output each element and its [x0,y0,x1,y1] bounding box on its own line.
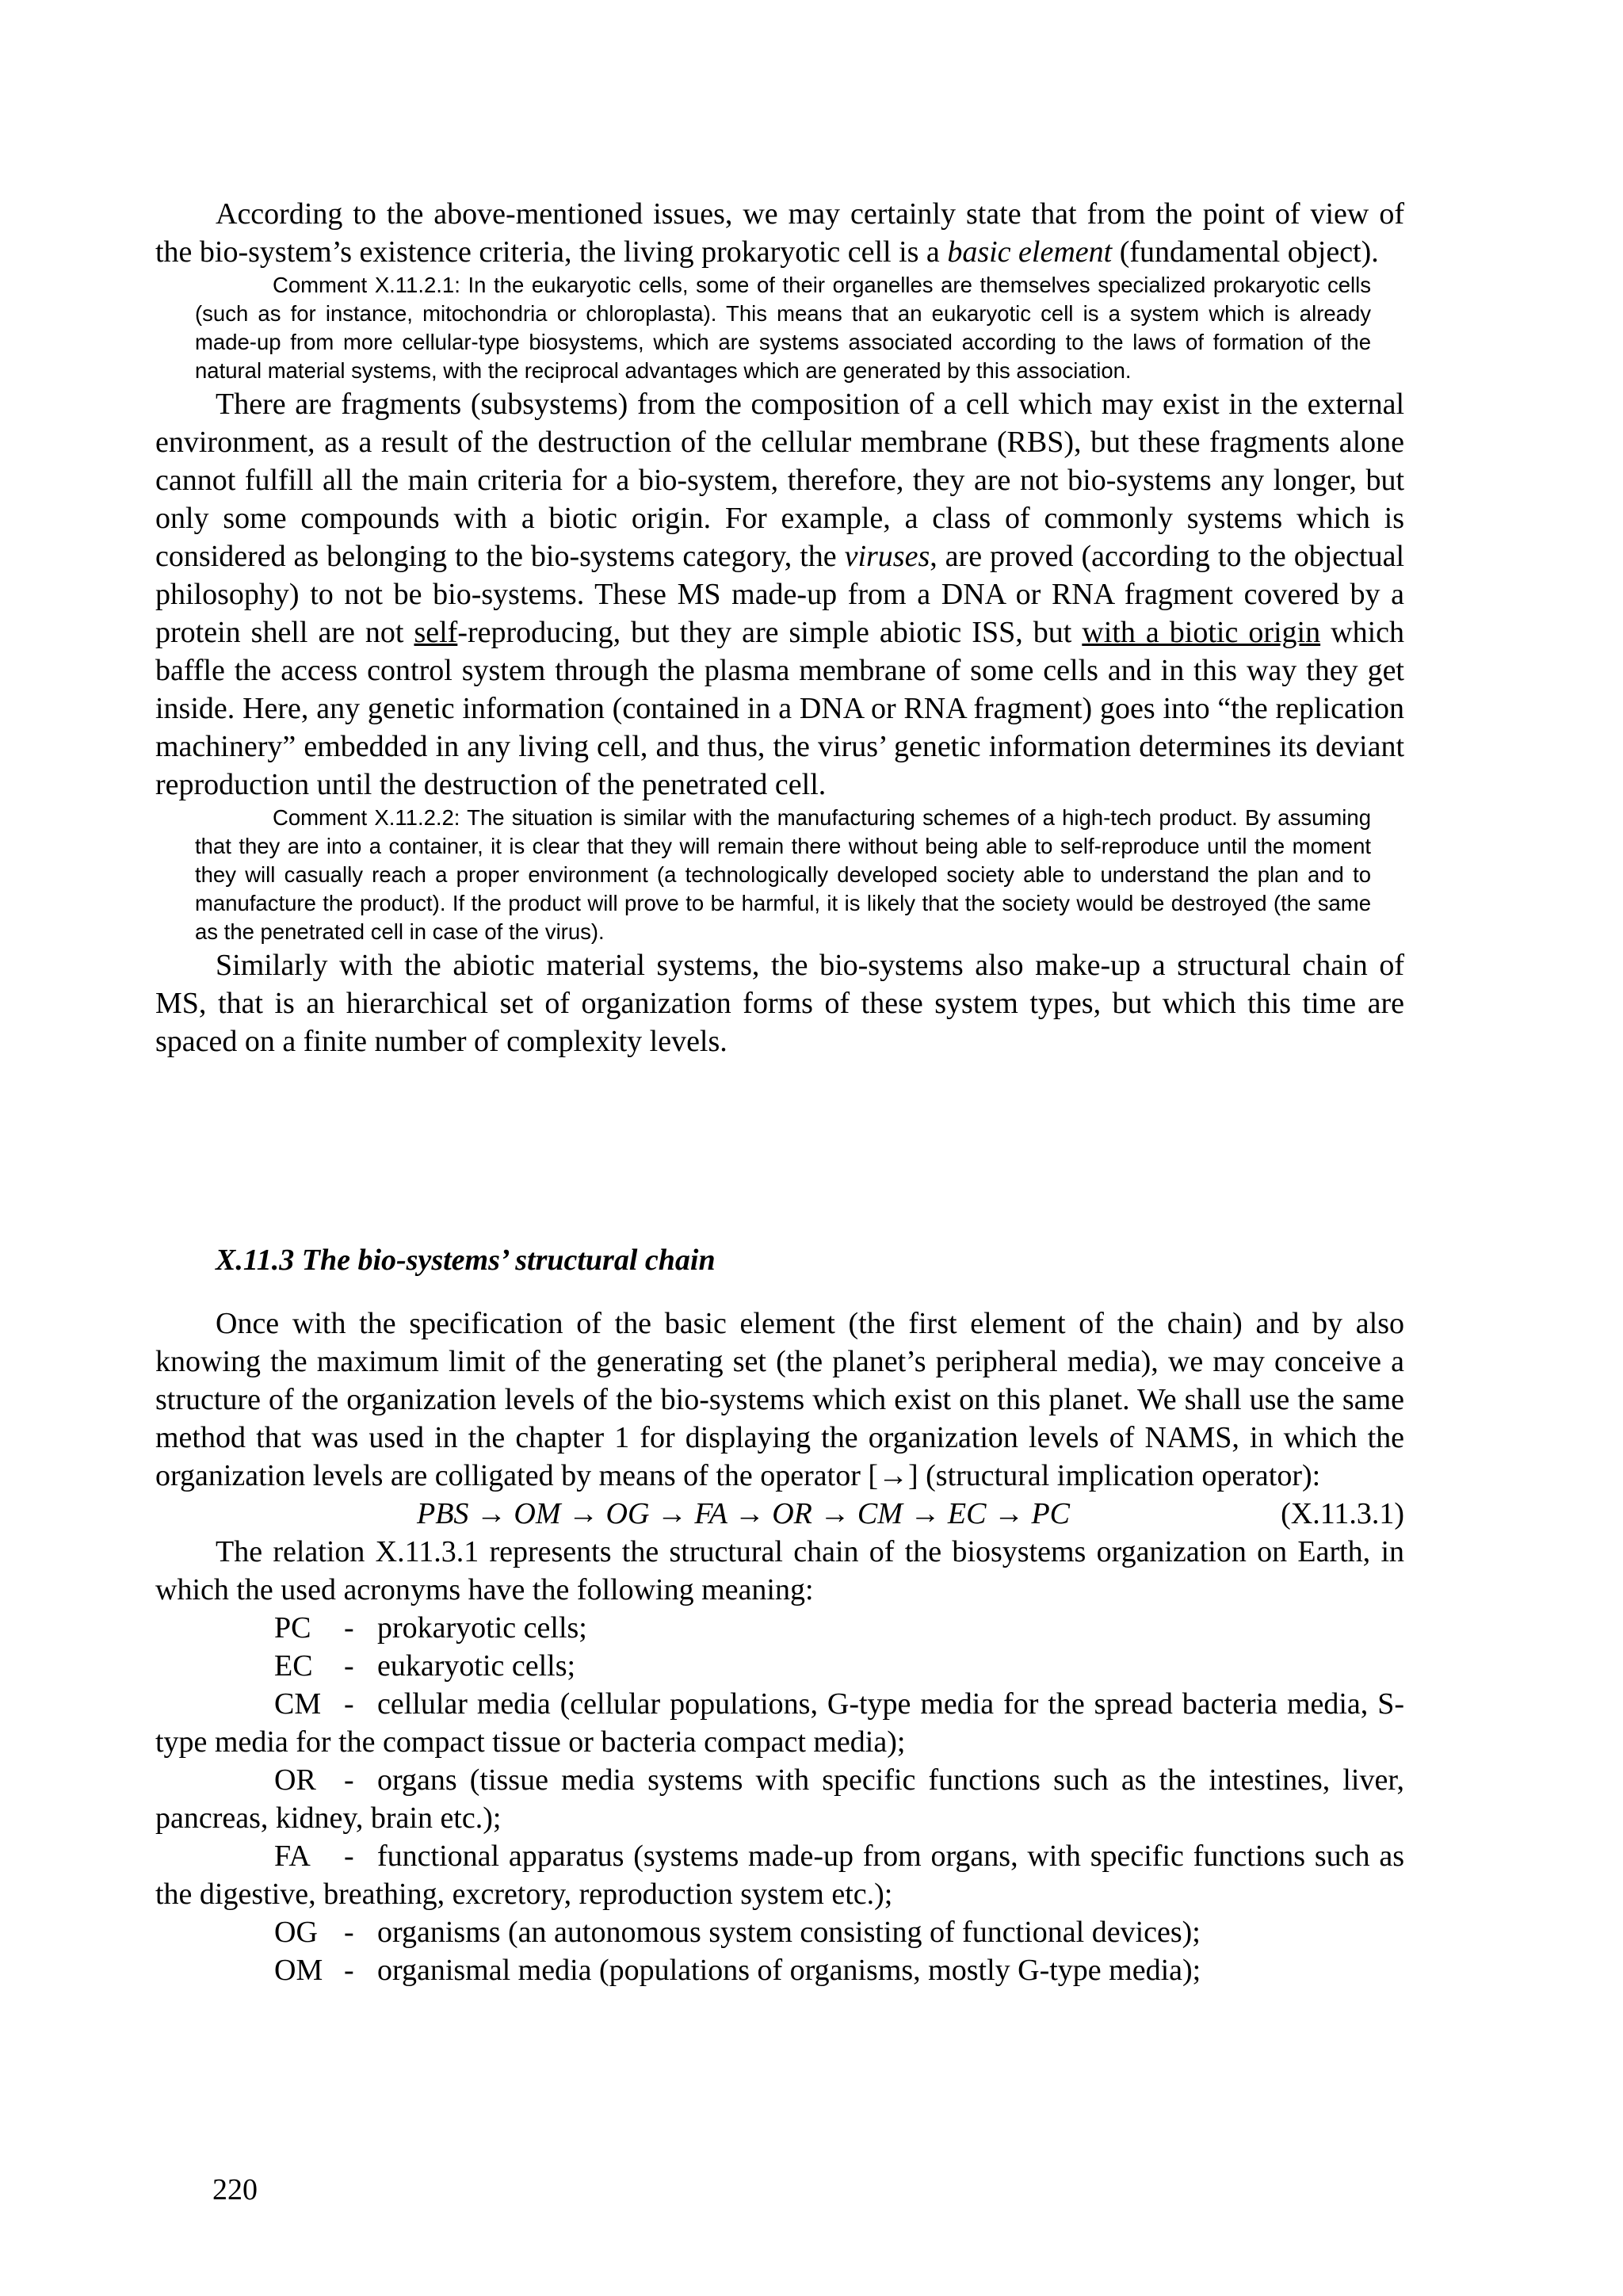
definition-cm [155,1685,1404,1761]
definition-og [155,1913,1404,1951]
text-section-bottom [155,1305,1404,1989]
paragraph-1-text-b: (fundamental object). [1112,235,1379,269]
paragraph-1-emphasis: basic element [947,235,1113,269]
paragraph-3: Similarly with the abiotic material systems, the bio-systems also make-up a structural chain of MS, that is an hierarchical set of organization forms of these system types, but which this time are spaced on a finite number of complexity levels. [155,949,1404,1058]
definition-text: functional apparatus (systems made-up from organs, with specific functions such as the digestive, breathing, excretory, reproduction system etc.); [155,1839,1404,1911]
definition-om [155,1951,1404,1989]
text-section-top [155,195,1404,1060]
comment-x-11-2-1: Comment X.11.2.1: In the eukaryotic cells, some of their organelles are themselves specialized prokaryotic cells (such as for instance, mitochondria or chloroplasta). This means that an eukaryotic cell is a system which is already made-up from more cellular-type biosystems, which are systems associated according to the laws of formation of the natural material systems, with the reciprocal advantages which are generated by this association. [195,273,1371,383]
section-heading: X.11.3 The bio-systems’ structural chain [216,1244,716,1277]
definition-dash: - [344,1954,354,1987]
paragraph-1 [155,195,1404,271]
definition-dash: - [344,1649,354,1683]
paragraph-2-text-d: which baffle the access control system through the plasma membrane of some cells and in this way they get inside. Here, any genetic information (contained in a DNA or RNA fragment) goes into “the replication machinery” embedded in any living cell, and thus, the virus’ genetic information determines its deviant reproduction until the destruction of the penetrated cell. [155,616,1404,801]
definition-dash: - [344,1763,354,1797]
definition-dash: - [344,1916,354,1949]
formula-row [155,1495,1404,1533]
paragraph-2-underline-self: self [414,616,458,649]
paragraph-2-emphasis: viruses [844,540,930,573]
definition-abbr: OR [274,1763,316,1797]
paragraph-2 [155,385,1404,804]
definition-abbr: OG [274,1916,318,1949]
definition-ec [155,1647,1404,1685]
formula-number: (X.11.3.1) [1281,1497,1404,1530]
definition-text: organismal media (populations of organisms, mostly G-type media); [377,1954,1201,1987]
definition-dash: - [344,1611,354,1645]
paragraph-2-text-c: -reproducing, but they are simple abiotic ISS, but [457,616,1083,649]
definition-text: organs (tissue media systems with specific functions such as the intestines, liver, pancreas, kidney, brain etc.); [155,1763,1404,1835]
definition-dash: - [344,1687,354,1721]
paragraph-5: The relation X.11.3.1 represents the structural chain of the biosystems organization on Earth, in which the used acronyms have the following meaning: [155,1535,1404,1606]
paragraph-2-underline-biotic-origin: with a biotic origin [1082,616,1321,649]
paragraph-1-text-a: According to the above-mentioned issues, we may certainly state that from the point of view of the bio-system’s existence criteria, the living prokaryotic cell is a [155,197,1404,269]
definition-dash: - [344,1839,354,1873]
structural-chain-formula: PBS → OM → OG → FA → OR → CM → EC → PC [417,1497,1071,1530]
definition-pc [155,1609,1404,1647]
definition-or [155,1761,1404,1837]
definition-abbr: OM [274,1954,323,1987]
definition-text: eukaryotic cells; [377,1649,576,1683]
page-number: 220 [212,2173,258,2206]
comment-x-11-2-2: Comment X.11.2.2: The situation is similar with the manufacturing schemes of a high-tech product. By assuming that they are into a container, it is clear that they will remain there without being able to self-reproduce until the moment they will casually reach a proper environment (a technologically developed society able to understand the plan and to manufacture the product). If the product will prove to be harmful, it is likely that the society would be destroyed (the same as the penetrated cell in case of the virus). [195,805,1371,944]
definition-text: prokaryotic cells; [377,1611,587,1645]
definition-abbr: PC [274,1611,311,1645]
definition-text: cellular media (cellular populations, G-type media for the spread bacteria media, S-type media for the compact tissue or bacteria compact media); [155,1687,1404,1759]
paragraph-2-text-b: , are proved (according to the objectual philosophy) to not be bio-systems. These MS made-up from a DNA or RNA fragment covered by a protein shell are not [155,540,1405,649]
definition-text: organisms (an autonomous system consisting of functional devices); [377,1916,1201,1949]
definition-abbr: FA [274,1839,311,1873]
paragraph-4: Once with the specification of the basic element (the first element of the chain) and by also knowing the maximum limit of the generating set (the planet’s peripheral media), we may conceive a structure of the organization levels of the bio-systems which exist on this planet. We shall use the same method that was used in the chapter 1 for displaying the organization levels of NAMS, in which the organization levels are colligated by means of the operator [→] (structural implication operator): [155,1307,1404,1492]
definition-abbr: CM [274,1687,322,1721]
definition-fa [155,1837,1404,1913]
definition-abbr: EC [274,1649,313,1683]
paragraph-2-text-a: There are fragments (subsystems) from the composition of a cell which may exist in the external environment, as a result of the destruction of the cellular membrane (RBS), but these fragments alone cannot fulfill all the main criteria for a bio-system, therefore, they are not bio-systems any longer, but only some compounds with a biotic origin. For example, a class of commonly systems which is considered as belonging to the bio-systems category, the [155,388,1404,573]
